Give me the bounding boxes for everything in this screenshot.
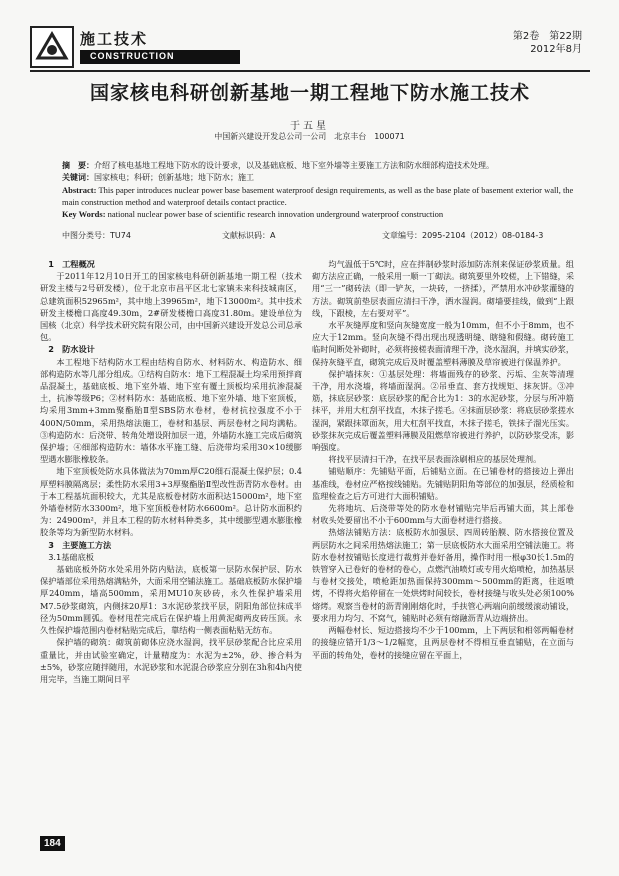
article-number: 文章编号：2095-2104（2012）08-0184-3 xyxy=(382,231,544,240)
paragraph: 水平灰缝厚度和竖向灰缝宽度一般为10mm，但不小于8mm，也不应大于12mm。竖向灰缝不得出现出现透明缝、瞎缝和假缝。砌砖施工临时间断处补砌时，必须将接槎表面清理干净，浇水湿润，并填实砂浆，保持灰缝平直，砌筑完成后及时覆盖塑料薄膜及草帘被进行保温养护。 xyxy=(312,320,575,367)
issue-date: 2012年8月 xyxy=(530,44,582,55)
abstract-cn-text: 介绍了核电基地工程地下防水的设计要求，以及基础底板、地下室外墙等主要施工方法和防水细部构造技术处理。 xyxy=(94,161,494,170)
body-column-left xyxy=(40,258,302,685)
body-column-right xyxy=(312,258,574,661)
section-heading: 1 工程概况 xyxy=(48,259,95,269)
document-code: 文献标识码：A xyxy=(222,231,276,240)
journal-logo-icon xyxy=(30,26,74,68)
paragraph: 两幅卷材长、短边搭接均不少于100mm，上下两层和相邻两幅卷材的接缝应错开1/3～1/2幅宽，且两层卷材不得相互垂直铺贴，在立面与平面的转角处，卷材的接缝应留在平面上， xyxy=(312,625,574,660)
abstract-en-label: Abstract: xyxy=(62,185,97,195)
page-number: 184 xyxy=(40,836,65,851)
paragraph: 将找平层清扫干净，在找平层表面涂刷相应的基层处理剂。 xyxy=(328,454,542,465)
section-heading: 2 防水设计 xyxy=(48,344,95,355)
paragraph: 先将地坑、后浇带等处的防水卷材铺贴完毕后再铺大面，其上部卷材收头处要留出不小于600mm与大面卷材进行搭接。 xyxy=(312,503,574,526)
keywords-en-text: national nuclear power base of scientific research innovation underground waterproof construction xyxy=(107,209,444,219)
abstract-en xyxy=(62,184,582,208)
paragraph: 热熔法铺贴方法：底板防水加强层、四周砖胎膜、防水搭接位置及两层防水之间采用热熔法施工；第一层底板防水大面采用空铺法施工。将防水卷材按铺贴长度进行裁剪并卷好备用，操作时用一根φ30长1.5m的铁管穿入已卷好的卷材的卷心，点燃汽油喷灯或专用火焰喷枪，加热基层与卷材交接处，喷枪距加热面保持300mm～500mm的距离，往返喷烤，不得将火焰停留在一处烘烤时间较长，卷材接缝与收头处必须100%熔烤。观察当卷材的沥青刚刚熔化时，手扶管心两端向前缓缓滚动铺设，要求用力均匀、不窝气，铺贴时必须有熔融沥青从边端挤出。 xyxy=(312,527,575,623)
paragraph: 保护墙抹灰：①基层处理：将墙面残存的砂浆、污垢、尘灰等清理干净，用水浇墙，将墙面湿润。②吊垂直、套方找规矩、抹灰饼。③冲筋，抹底层砂浆：底层砂浆的配合比为1：3的水泥砂浆，分层与所冲筋抹平，并用大杠刮平找直，木抹子搓毛。④抹面层砂浆：将底层砂浆搓水湿润，紧跟抹罩面灰，用大杠刮平找直，木抹子搓毛，铁抹子溜光压实。砂浆抹灰完成后覆盖塑料薄膜及阻燃草帘被进行养护，以防砂浆受冻，影响强度。 xyxy=(312,368,575,453)
paragraph: 均气温低于5℃时，应在拌制砂浆时添加防冻剂来保证砂浆质量。组砌方法应正确，一般采用一顺一丁砌法。砌筑要里外咬槎，上下错缝，采用“三一”砌砖法（即一铲灰，一块砖，一挤揉），严禁用水冲砂浆灌缝的方法。砌筑前垫层表面应清扫干净，洒水湿润。砌墙要挂线，做到“上跟线，下跟棱，左右要对平”。 xyxy=(312,259,575,318)
keywords-en-label: Key Words: xyxy=(62,209,106,219)
journal-header xyxy=(30,26,590,68)
journal-name: 施工技术 xyxy=(80,30,149,48)
abstract-cn xyxy=(62,160,582,172)
keywords-en xyxy=(62,208,582,220)
volume-issue: 第2卷 第22期 xyxy=(512,31,582,42)
article-title: 国家核电科研创新基地一期工程地下防水施工技术 xyxy=(89,82,530,104)
abstract-en-text: This paper introduces nuclear power base basement waterproof design requirements, as well as the base plate of basement exterior wall, the main construction method and waterproof details contact practice. xyxy=(62,185,574,207)
paragraph: 地下室顶板处防水具体做法为70mm厚C20细石混凝土保护层；0.4厚塑料膜隔离层；柔性防水采用3+3厚聚酯胎Ⅱ型改性沥青防水卷材。由于本工程基坑面积较大，尤其是底板卷材防水面积达15000m²，地下室外墙卷材防水3300m²，地下室顶板卷材防水6600m²。总计防水面积约为：24900m²，并且本工程的防水材料种类多，其中缓膨型遇水膨胀橡胶条等均为新型防水材料。 xyxy=(40,466,302,538)
paragraph: 本工程地下结构防水工程由结构自防水、材料防水、构造防水、细部构造防水等几部分组成。①结构自防水：地下工程混凝土均采用预拌商品混凝土，基础底板、地下室外墙、地下室有覆土顶板均采用抗渗混凝土，抗渗等级P6；②材料防水：基础底板、地下室外墙、地下室顶板，均采用3mm+3mm聚酯胎Ⅱ型SBS防水卷材，卷材抗拉强度不小于400N/50mm，采用热熔法施工，卷材和基层、两层卷材之间均满粘。③构造防水：后浇带、转角处增设附加层一道，外墙防水施工完成后砌筑保护墙；④细部构造防水：墙体水平施工缝、后浇带均采用30×10缓膨型遇水膨胀橡胶条。 xyxy=(40,356,303,465)
subsection-heading: 3.1基础底板 xyxy=(48,551,94,562)
section-heading: 3 主要施工方法 xyxy=(48,539,112,550)
paragraph: 基础底板外防水处采用外防内贴法，底板第一层防水保护层、防水保护墙部位采用热熔满粘外，大面采用空铺法施工。基础底板防水保护墙厚240mm，墙高500mm，采用MU10灰砂砖，永久性保护墙采用M7.5砂浆砌筑，内侧抹20厚1：3水泥砂浆找平层，阴阳角部位抹成半径为50mm圆弧。卷材甩茬完成后在保护墙上用黄泥砌两皮砖压顶。永久性保护墙范围内卷材粘贴完成后，靠结构一侧表面粘贴无纺布。 xyxy=(40,564,303,636)
keywords-cn-label: 关键词： xyxy=(62,173,94,182)
paragraph: 铺贴顺序：先铺贴平面，后铺贴立面。在已铺卷材的搭接边上弹出基准线，卷材应严格按线铺贴。先铺贴阴阳角等部位的加强层，经质检和监理检查之后方可进行大面积铺贴。 xyxy=(312,466,575,501)
issue-info xyxy=(513,30,582,56)
abstract-cn-label: 摘 要： xyxy=(62,161,94,170)
header-divider xyxy=(30,70,590,72)
paragraph: 于2011年12月10日开工的国家核电科研创新基地一期工程（技术研发主楼与2号研发楼），位于北京市昌平区北七家镇未来科技城南区，总建筑面积52965m²，其中地上39965m²，地下13000m²。其中技术研发主楼檐口高度49.30m，2#研发楼檐口高度31.80m。建设单位为国核（北京）科学技术研究院有限公司，由中国新兴建设开发总公司总承包。 xyxy=(40,271,303,343)
clc-number: 中图分类号：TU74 xyxy=(62,231,131,240)
journal-name-en: CONSTRUCTION xyxy=(90,51,175,61)
paragraph: 保护墙的砌筑：砌筑前砌体应浇水湿润，找平层砂浆配合比应采用重量比，并由试验室确定，计量精度为：水泥为±2%，砂、掺合料为±5%，砂浆应随拌随用，水泥砂浆和水泥混合砂浆应分别在3h和4h内使用完毕，当施工期间日平 xyxy=(40,637,302,684)
keywords-cn xyxy=(62,172,582,184)
keywords-cn-text: 国家核电；科研；创新基地；地下防水；施工 xyxy=(94,173,254,182)
affiliation: 中国新兴建设开发总公司一公司 北京丰台 100071 xyxy=(214,132,405,141)
abstract-block xyxy=(62,160,582,220)
author: 于五星 xyxy=(290,121,329,132)
